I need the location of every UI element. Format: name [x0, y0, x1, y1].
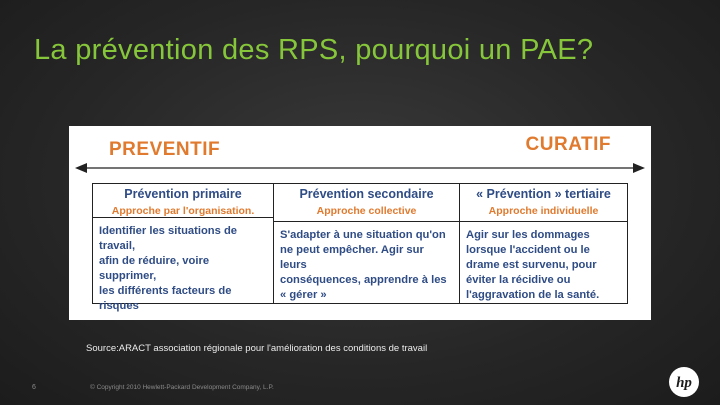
body-line: conséquences, apprendre à les: [280, 274, 447, 286]
column-body: [93, 218, 273, 314]
body-line: « gérer »: [280, 289, 327, 301]
page-number: 6: [32, 384, 36, 391]
prevention-table: [92, 183, 628, 312]
column-subtitle: Approche individuelle: [488, 205, 599, 217]
column-tertiary: [460, 184, 627, 303]
body-line: éviter la récidive ou: [466, 274, 571, 286]
body-line: les différents facteurs de risques: [99, 285, 232, 312]
preventif-label: PREVENTIF: [109, 139, 221, 160]
column-subtitle: Approche collective: [316, 205, 417, 217]
slide-title: La prévention des RPS, pourquoi un PAE?: [34, 34, 594, 66]
body-line: afin de réduire, voire supprimer,: [99, 255, 210, 282]
body-line: Identifier les situations de travail,: [99, 225, 238, 252]
curatif-label: CURATIF: [525, 134, 611, 155]
body-line: Agir sur les dommages: [466, 229, 590, 241]
column-title: « Prévention » tertiaire: [476, 187, 611, 201]
prevention-diagram: [69, 126, 651, 320]
svg-text:hp: hp: [676, 375, 692, 391]
body-line: drame est survenu, pour: [466, 259, 597, 271]
column-subtitle: Approche par l'organisation.: [111, 205, 255, 217]
column-title: Prévention primaire: [124, 187, 242, 201]
body-line: ne peut empêcher. Agir sur leurs: [280, 244, 424, 271]
body-line: lorsque l'accident ou le: [466, 244, 590, 256]
column-title: Prévention secondaire: [299, 187, 434, 201]
column-primary: [93, 184, 274, 312]
column-body: [274, 222, 459, 303]
source-caption: Source:ARACT association régionale pour l'amélioration des conditions de travail: [86, 343, 428, 354]
column-header: [93, 184, 273, 218]
body-line: S'adapter à une situation qu'on: [280, 229, 446, 241]
prevention-curative-arrow: [69, 126, 651, 186]
column-secondary: [274, 184, 460, 303]
hp-logo-icon: [668, 366, 700, 398]
column-header: [460, 184, 627, 222]
body-line: l'aggravation de la santé.: [466, 289, 600, 301]
column-header: [274, 184, 459, 222]
copyright-notice: © Copyright 2010 Hewlett-Packard Development Company, L.P.: [90, 384, 274, 391]
column-body: [460, 222, 627, 303]
